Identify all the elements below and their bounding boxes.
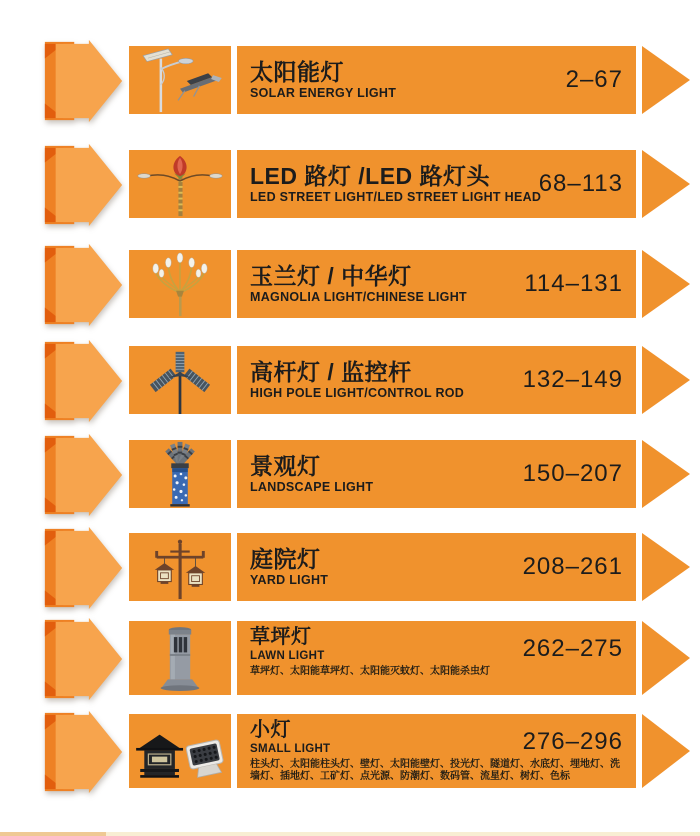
page-range: 2–67 — [565, 66, 623, 93]
arrow-tip-icon — [642, 533, 690, 601]
row-banner — [237, 346, 636, 414]
row-banner — [237, 714, 636, 788]
row-note: 柱头灯、太阳能柱头灯、壁灯、太阳能壁灯、投光灯、隧道灯、水底灯、埋地灯、洗墙灯、插地灯、工矿灯、点光源、防潮灯、数码管、流星灯、树灯、色标 — [250, 758, 620, 783]
page-range: 262–275 — [522, 635, 623, 662]
arrow-tip-icon — [642, 440, 690, 508]
arrow-tip-icon — [642, 621, 690, 695]
row-title: 草坪灯 — [250, 626, 312, 648]
toc-row-magnolia — [0, 250, 700, 318]
row-banner — [237, 46, 636, 114]
arrow-tip-icon — [642, 346, 690, 414]
page-range: 68–113 — [538, 170, 623, 197]
product-photo-led-street-light — [129, 150, 231, 218]
landscape-light-icon — [129, 440, 231, 508]
ribbon-arrow-icon — [40, 617, 128, 701]
led-street-light-icon — [129, 150, 231, 218]
row-subtitle: LAWN LIGHT — [250, 649, 325, 662]
row-subtitle: SMALL LIGHT — [250, 742, 331, 755]
pillar-and-flood-light-icon — [129, 714, 231, 788]
ribbon-arrow-icon — [40, 39, 128, 123]
row-title: 太阳能灯 — [250, 58, 344, 85]
toc-row-yard — [0, 533, 700, 601]
toc-row-led-street — [0, 150, 700, 218]
magnolia-light-icon — [129, 250, 231, 318]
yard-light-icon — [129, 533, 231, 601]
toc-row-solar — [0, 46, 700, 114]
high-pole-light-icon — [129, 346, 231, 414]
page-range: 150–207 — [522, 460, 623, 487]
page-range: 276–296 — [522, 728, 623, 755]
arrow-tip-icon — [642, 250, 690, 318]
product-photo-small-light — [129, 714, 231, 788]
row-subtitle: YARD LIGHT — [250, 573, 329, 588]
product-photo-landscape-light — [129, 440, 231, 508]
toc-row-small — [0, 714, 700, 788]
row-title: 景观灯 — [250, 452, 321, 479]
toc-row-high-pole — [0, 346, 700, 414]
row-subtitle: SOLAR ENERGY LIGHT — [250, 86, 397, 101]
page-range: 114–131 — [524, 270, 623, 297]
footer-strip-left — [0, 832, 106, 836]
row-banner — [237, 440, 636, 508]
arrow-tip-icon — [642, 714, 690, 788]
ribbon-arrow-icon — [40, 433, 128, 517]
arrow-tip-icon — [642, 46, 690, 114]
row-title: 高杆灯 / 监控杆 — [250, 358, 412, 385]
toc-row-landscape — [0, 440, 700, 508]
page-range: 208–261 — [522, 553, 623, 580]
row-subtitle: LED STREET LIGHT/LED STREET LIGHT HEAD — [250, 190, 542, 205]
product-photo-magnolia-light — [129, 250, 231, 318]
page-range: 132–149 — [522, 366, 623, 393]
ribbon-arrow-icon — [40, 243, 128, 327]
row-title: LED 路灯 /LED 路灯头 — [250, 162, 491, 189]
toc-row-lawn — [0, 621, 700, 695]
lawn-bollard-light-icon — [129, 621, 231, 695]
row-banner — [237, 250, 636, 318]
ribbon-arrow-icon — [40, 339, 128, 423]
row-title: 玉兰灯 / 中华灯 — [250, 262, 412, 289]
ribbon-arrow-icon — [40, 143, 128, 227]
footer-strip-right — [106, 832, 700, 836]
solar-street-light-icon — [129, 46, 231, 114]
row-banner — [237, 150, 636, 218]
row-subtitle: MAGNOLIA LIGHT/CHINESE LIGHT — [250, 290, 467, 305]
row-banner — [237, 621, 636, 695]
product-photo-yard-light — [129, 533, 231, 601]
row-banner — [237, 533, 636, 601]
product-photo-lawn-light — [129, 621, 231, 695]
row-subtitle: LANDSCAPE LIGHT — [250, 480, 374, 495]
ribbon-arrow-icon — [40, 710, 128, 794]
ribbon-arrow-icon — [40, 526, 128, 610]
product-photo-solar-street-light — [129, 46, 231, 114]
product-photo-high-pole-light — [129, 346, 231, 414]
arrow-tip-icon — [642, 150, 690, 218]
row-title: 小灯 — [250, 719, 291, 741]
row-subtitle: HIGH POLE LIGHT/CONTROL ROD — [250, 386, 465, 401]
row-note: 草坪灯、太阳能草坪灯、太阳能灭蚊灯、太阳能杀虫灯 — [250, 665, 490, 677]
row-title: 庭院灯 — [250, 545, 321, 572]
